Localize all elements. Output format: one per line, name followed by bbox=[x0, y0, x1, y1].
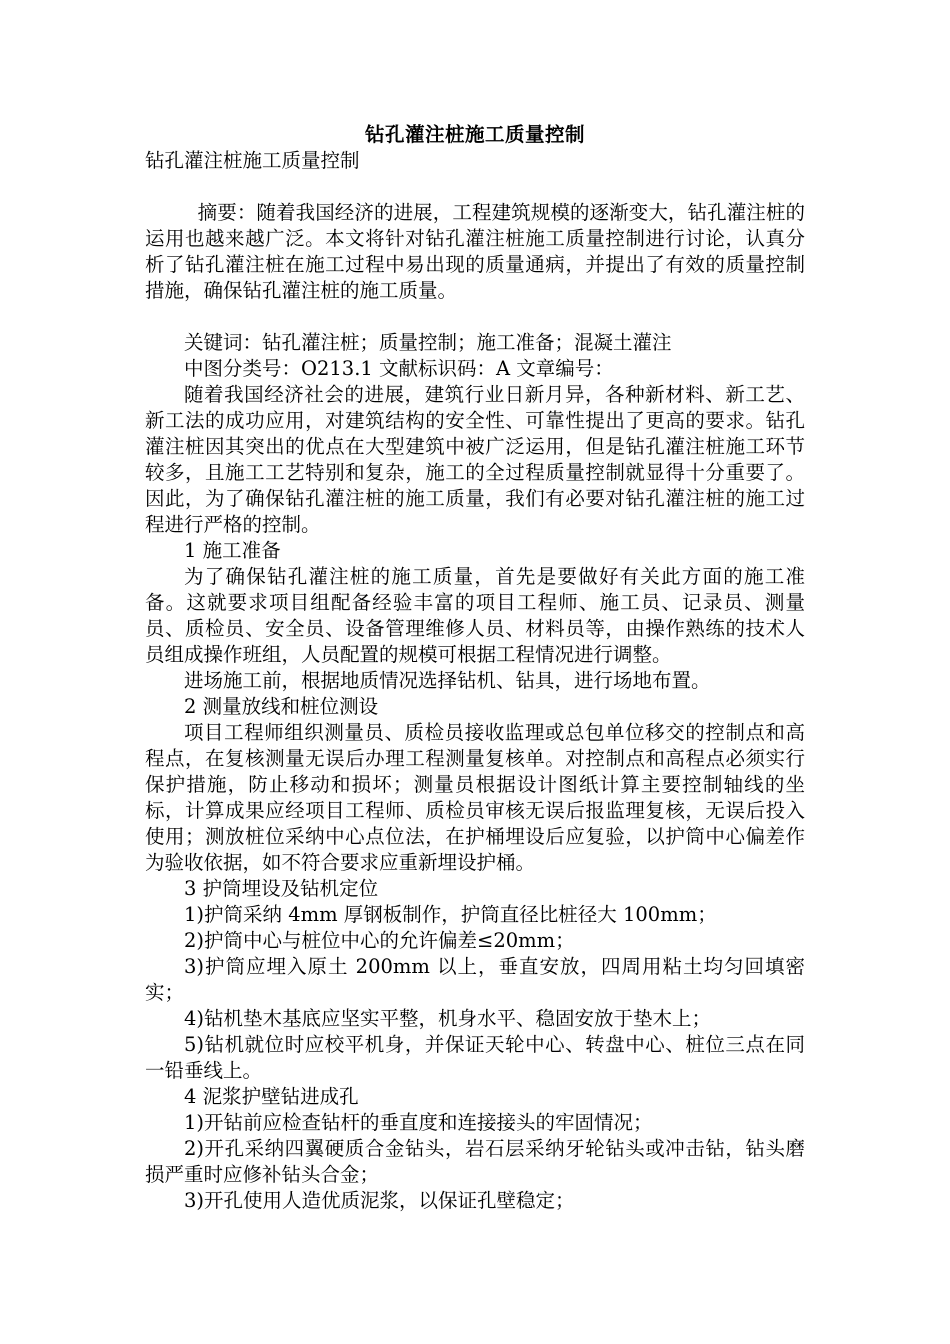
list-item: 3)护筒应埋入原土 200mm 以上，垂直安放，四周用粘土均匀回填密实； bbox=[145, 955, 805, 1004]
list-item: 4)钻机垫木基底应坚实平整，机身水平、稳固安放于垫木上； bbox=[184, 1007, 712, 1030]
section-heading-1: 1 施工准备 bbox=[184, 539, 281, 562]
document-title: 钻孔灌注桩施工质量控制 bbox=[364, 123, 585, 146]
list-item: 5)钻机就位时应校平机身，并保证天轮中心、转盘中心、桩位三点在同一铅垂线上。 bbox=[145, 1033, 805, 1082]
list-item: 3)开孔使用人造优质泥浆，以保证孔壁稳定； bbox=[184, 1189, 575, 1212]
spacer bbox=[145, 174, 805, 200]
abstract-paragraph: 摘要：随着我国经济的进展，工程建筑规模的逐渐变大，钻孔灌注桩的运用也越来越广泛。本文将针对钻孔灌注桩施工质量控制进行讨论，认真分析了钻孔灌注桩在施工过程中易出现的质量通病，并提出了有效的质量控制措施，确保钻孔灌注桩的施工质量。 bbox=[145, 201, 805, 302]
keywords-line: 关键词：钻孔灌注桩；质量控制；施工准备；混凝土灌注 bbox=[184, 331, 672, 354]
section1-paragraph-2: 进场施工前，根据地质情况选择钻机、钻具，进行场地布置。 bbox=[184, 669, 711, 692]
classification-line: 中图分类号：O213.1 文献标识码：A 文章编号： bbox=[184, 357, 614, 380]
section2-paragraph-1: 项目工程师组织测量员、质检员接收监理或总包单位移交的控制点和高程点，在复核测量无误后办理工程测量复核单。对控制点和高程点必须实行保护措施，防止移动和损坏；测量员根据设计图纸计算主要控制轴线的坐标，计算成果应经项目工程师、质检员审核无误后报监理复核，无误后投入使用；测放桩位采纳中心点位法，在护桶埋设后应复验，以护筒中心偏差作为验收依据，如不符合要求应重新埋设护桶。 bbox=[145, 721, 805, 874]
list-item: 2)开孔采纳四翼硬质合金钻头，岩石层采纳牙轮钻头或冲击钻，钻头磨损严重时应修补钻头合金； bbox=[145, 1137, 805, 1186]
section-heading-3: 3 护筒埋设及钻机定位 bbox=[184, 877, 379, 900]
document-body bbox=[145, 122, 805, 1214]
document-subtitle: 钻孔灌注桩施工质量控制 bbox=[145, 149, 360, 172]
intro-paragraph: 随着我国经济社会的进展，建筑行业日新月异，各种新材料、新工艺、新工法的成功应用，对建筑结构的安全性、可靠性提出了更高的要求。钻孔灌注桩因其突出的优点在大型建筑中被广泛运用，但是钻孔灌注桩施工环节较多，且施工工艺特别和复杂，施工的全过程质量控制就显得十分重要了。因此，为了确保钻孔灌注桩的施工质量，我们有必要对钻孔灌注桩的施工过程进行严格的控制。 bbox=[145, 383, 805, 536]
list-item: 1)开钻前应检查钻杆的垂直度和连接接头的牢固情况； bbox=[184, 1111, 653, 1134]
list-item: 2)护筒中心与桩位中心的允许偏差≤20mm； bbox=[184, 929, 575, 952]
section-heading-2: 2 测量放线和桩位测设 bbox=[184, 695, 379, 718]
section1-paragraph-1: 为了确保钻孔灌注桩的施工质量，首先是要做好有关此方面的施工准备。这就要求项目组配备经验丰富的项目工程师、施工员、记录员、测量员、质检员、安全员、设备管理维修人员、材料员等，由操作熟练的技术人员组成操作班组，人员配置的规模可根据工程情况进行调整。 bbox=[145, 565, 805, 666]
spacer bbox=[145, 304, 805, 330]
section-heading-4: 4 泥浆护壁钻进成孔 bbox=[184, 1085, 359, 1108]
list-item: 1)护筒采纳 4mm 厚钢板制作，护筒直径比桩径大 100mm； bbox=[184, 903, 717, 926]
